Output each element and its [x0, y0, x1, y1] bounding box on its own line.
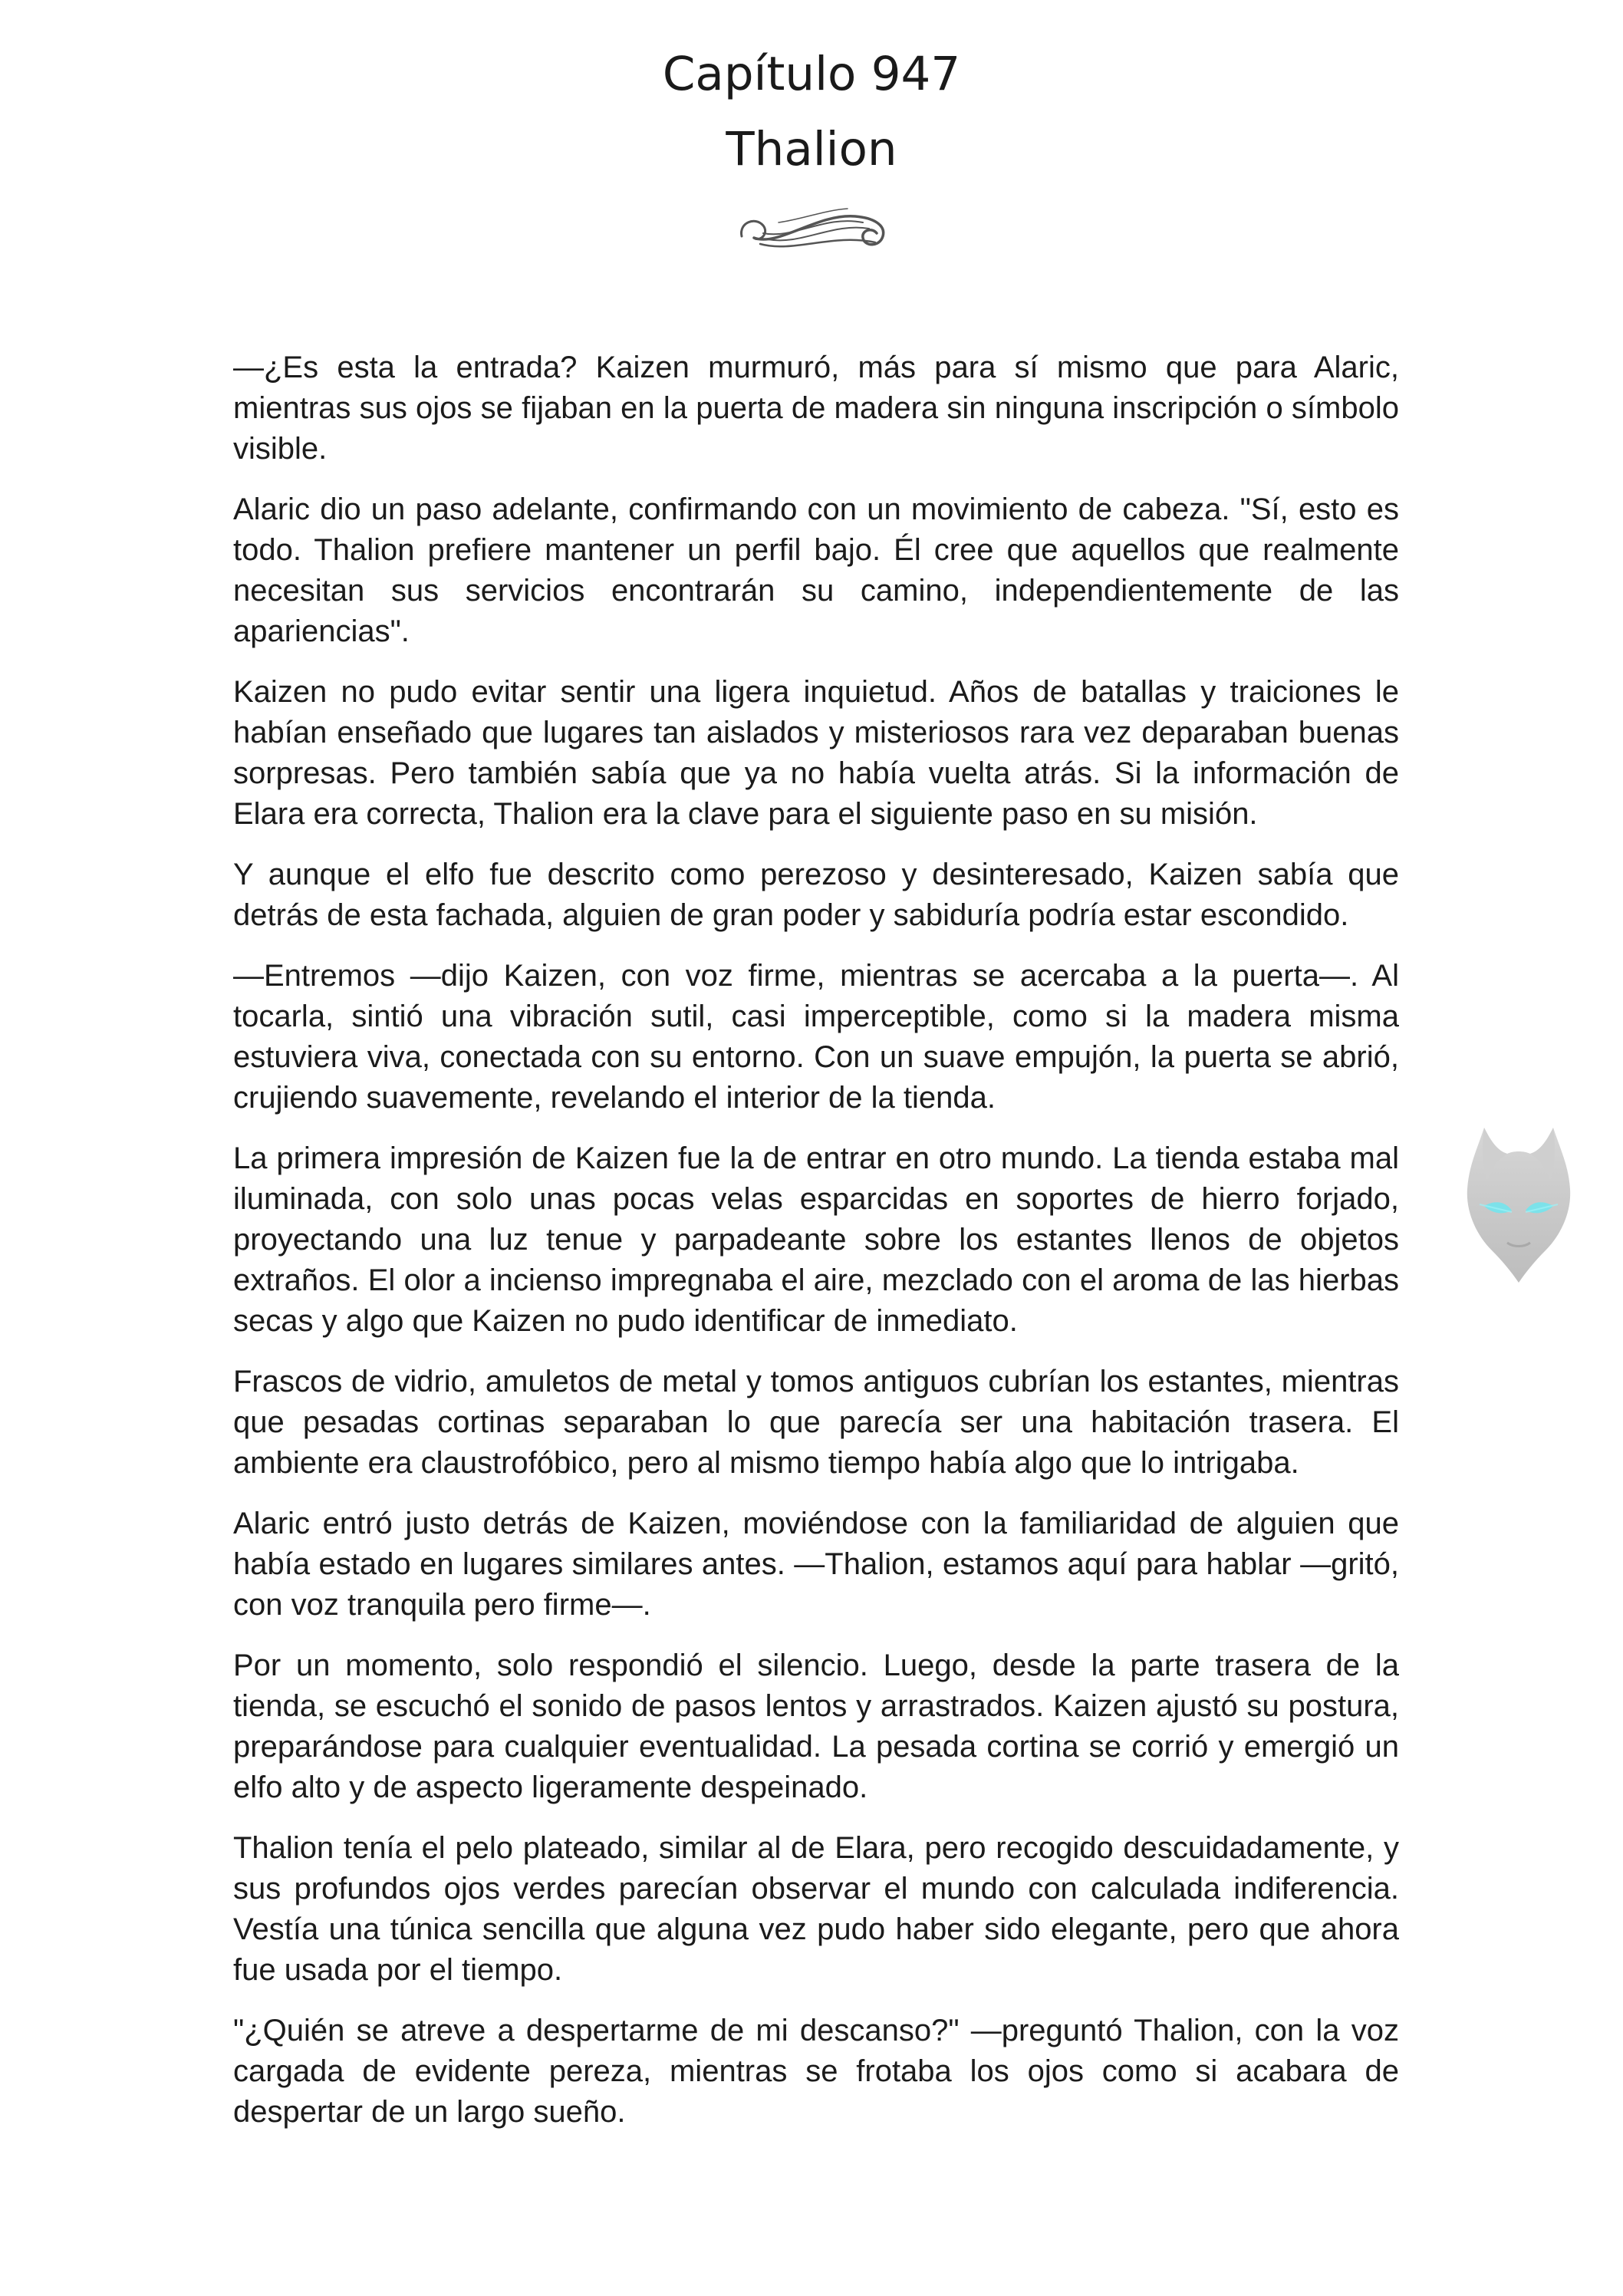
- paragraph: Alaric dio un paso adelante, confirmando con un movimiento de cabeza. "Sí, esto es todo. Thalion prefiere mantener un perfil bajo. Él cree que aquellos que realmente necesitan sus servicios encontrarán su camino, independientemente de las apariencias".: [233, 492, 1399, 648]
- chapter-body: [233, 348, 1399, 2153]
- flourish-ornament-icon: [732, 199, 897, 261]
- paragraph: Alaric entró justo detrás de Kaizen, moviéndose con la familiaridad de alguien que había estado en lugares similares antes. —Thalion, estamos aquí para hablar —gritó, con voz tranquila pero firme—.: [233, 1507, 1399, 1622]
- paragraph: "¿Quién se atreve a despertarme de mi descanso?" —preguntó Thalion, con la voz cargada de evidente pereza, mientras se frotaba los ojos como si acabara de despertar de un largo sueño.: [233, 2014, 1399, 2129]
- paragraph: La primera impresión de Kaizen fue la de entrar en otro mundo. La tienda estaba mal iluminada, con solo unas pocas velas esparcidas en soportes de hierro forjado, proyectando una luz tenue y parpadeante sobre los estantes llenos de objetos extraños. El olor a incienso impregnaba el aire, mezclado con el aroma de las hierbas secas y algo que Kaizen no pudo identificar de inmediato.: [233, 1141, 1399, 1338]
- chapter-number: Capítulo 947: [662, 47, 961, 101]
- paragraph: Frascos de vidrio, amuletos de metal y tomos antiguos cubrían los estantes, mientras que pesadas cortinas separaban lo que parecía ser una habitación trasera. El ambiente era claustrofóbico, pero al mismo tiempo había algo que lo intrigaba.: [233, 1365, 1399, 1480]
- paragraph: Kaizen no pudo evitar sentir una ligera inquietud. Años de batallas y traiciones le habían enseñado que lugares tan aislados y misteriosos rara vez deparaban buenas sorpresas. Pero también sabía que ya no había vuelta atrás. Si la información de Elara era correcta, Thalion era la clave para el siguiente paso en su misión.: [233, 675, 1399, 831]
- paragraph: —Entremos —dijo Kaizen, con voz firme, mientras se acercaba a la puerta—. Al tocarla, sintió una vibración sutil, casi imperceptible, como si la madera misma estuviera viva, conectada con su entorno. Con un suave empujón, la puerta se abrió, crujiendo suavemente, revelando el interior de la tienda.: [233, 959, 1399, 1115]
- paragraph: —¿Es esta la entrada? Kaizen murmuró, más para sí mismo que para Alaric, mientras sus ojos se fijaban en la puerta de madera sin ninguna inscripción o símbolo visible.: [233, 351, 1399, 466]
- chapter-header: [0, 37, 1623, 187]
- chapter-title: Thalion: [726, 122, 897, 176]
- demon-head-watermark-icon: [1461, 1120, 1576, 1285]
- paragraph: Y aunque el elfo fue descrito como perezoso y desinteresado, Kaizen sabía que detrás de esta fachada, alguien de gran poder y sabiduría podría estar escondido.: [233, 858, 1399, 932]
- paragraph: Thalion tenía el pelo plateado, similar al de Elara, pero recogido descuidadamente, y sus profundos ojos verdes parecían observar el mundo con calculada indiferencia. Vestía una túnica sencilla que alguna vez pudo haber sido elegante, pero que ahora fue usada por el tiempo.: [233, 1831, 1399, 1987]
- paragraph: Por un momento, solo respondió el silencio. Luego, desde la parte trasera de la tienda, se escuchó el sonido de pasos lentos y arrastrados. Kaizen ajustó su postura, preparándose para cualquier eventualidad. La pesada cortina se corrió y emergió un elfo alto y de aspecto ligeramente despeinado.: [233, 1649, 1399, 1804]
